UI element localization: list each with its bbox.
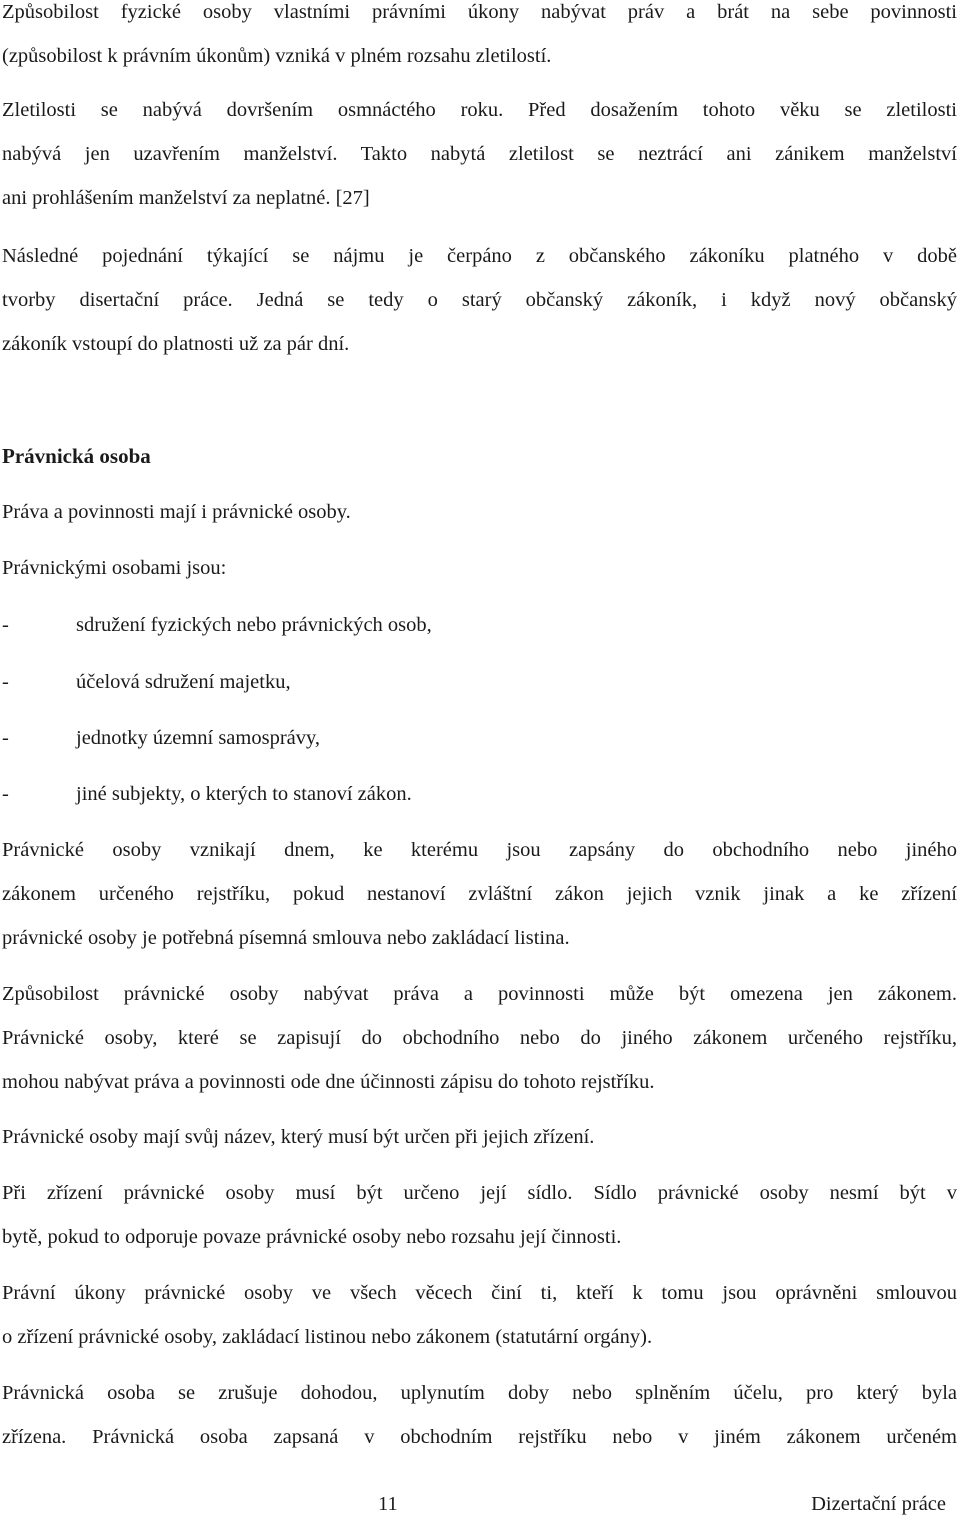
paragraph-name (2, 1115, 957, 1159)
text-line: bytě, pokud to odporuje povaze právnické osoby nebo rozsahu její činnosti. (2, 1226, 622, 1248)
text-line: Způsobilost fyzické osoby vlastními právními úkony nabývat práv a brát na sebe povinnosti (2, 1, 957, 23)
list-item (2, 772, 412, 816)
footer-label: Dizertační práce (811, 1493, 946, 1515)
text-line: nabývá jen uzavřením manželství. Takto nabytá zletilost se neztrácí ani zánikem manželství (2, 143, 957, 165)
list-marker: - (2, 614, 9, 636)
text-line: (způsobilost k právním úkonům) vzniká v plném rozsahu zletilostí. (2, 45, 552, 67)
text-line: Právní úkony právnické osoby ve všech věcech činí ti, kteří k tomu jsou oprávněni smlouvou (2, 1282, 957, 1304)
text-line: Zletilosti se nabývá dovršením osmnáctého roku. Před dosažením tohoto věku se zletilosti (2, 99, 957, 121)
text-line: Následné pojednání týkající se nájmu je čerpáno z občanského zákoníku platného v době (2, 245, 957, 267)
list-marker: - (2, 783, 9, 805)
text-line: Při zřízení právnické osoby musí být určeno její sídlo. Sídlo právnické osoby nesmí být v (2, 1182, 957, 1204)
text-line: Právnické osoby, které se zapisují do obchodního nebo do jiného zákonem určeného rejstříku, (2, 1027, 957, 1049)
list-intro: Právnickými osobami jsou: (2, 557, 227, 579)
section-heading: Právnická osoba (2, 444, 151, 468)
text-line: o zřízení právnické osoby, zakládací listinou nebo zákonem (statutární orgány). (2, 1326, 653, 1348)
paragraph-establishment (2, 828, 957, 960)
text-line: Způsobilost právnické osoby nabývat práva a povinnosti může být omezena jen zákonem. (2, 983, 957, 1005)
paragraph-seat (2, 1171, 957, 1259)
text-line: Právnické osoby mají svůj název, který musí být určen při jejich zřízení. (2, 1126, 595, 1148)
section-intro: Práva a povinnosti mají i právnické osoby. (2, 501, 351, 523)
list-marker: - (2, 727, 9, 749)
text-line: Právnická osoba se zrušuje dohodou, uplynutím doby nebo splněním účelu, pro který byla (2, 1382, 957, 1404)
list-item-text: jednotky územní samosprávy, (76, 727, 321, 749)
list-item (2, 716, 320, 760)
page-number: 11 (378, 1493, 398, 1515)
list-item (2, 603, 432, 647)
list-item-text: účelová sdružení majetku, (76, 671, 291, 693)
text-line: právnické osoby je potřebná písemná smlouva nebo zakládací listina. (2, 927, 570, 949)
paragraph-dissolution (2, 1371, 957, 1459)
list-item (2, 660, 291, 704)
paragraph-capacity (2, 0, 957, 78)
text-line: zřízena. Právnická osoba zapsaná v obchodním rejstříku nebo v jiném zákonem určeném (2, 1426, 957, 1448)
paragraph-adulthood (2, 88, 957, 220)
text-line: zákonem určeného rejstříku, pokud nestanoví zvláštní zákon jejich vznik jinak a ke zřízení (2, 883, 957, 905)
list-item-text: sdružení fyzických nebo právnických osob, (76, 614, 432, 636)
text-line: ani prohlášením manželství za neplatné. [27] (2, 187, 370, 209)
list-marker: - (2, 671, 9, 693)
text-line: Právnické osoby vznikají dnem, ke kterému jsou zapsány do obchodního nebo jiného (2, 839, 957, 861)
paragraph-tenancy-note (2, 234, 957, 366)
paragraph-legal-capacity (2, 972, 957, 1104)
paragraph-legal-acts (2, 1271, 957, 1359)
text-line: tvorby disertační práce. Jedná se tedy o starý občanský zákoník, i když nový občanský (2, 289, 957, 311)
text-line: zákoník vstoupí do platnosti už za pár dní. (2, 333, 350, 355)
text-line: mohou nabývat práva a povinnosti ode dne účinnosti zápisu do tohoto rejstříku. (2, 1071, 655, 1093)
list-item-text: jiné subjekty, o kterých to stanoví zákon. (76, 783, 412, 805)
